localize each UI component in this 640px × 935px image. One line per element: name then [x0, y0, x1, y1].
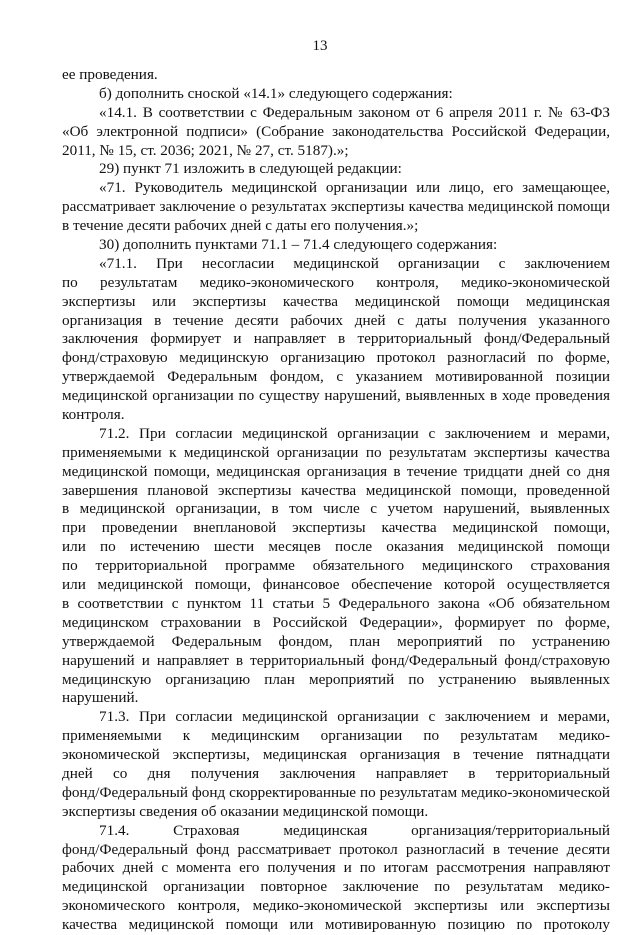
text-line: нарушений и направляет в территориальный фонд/Федеральный фонд/страховую [62, 651, 610, 669]
document-body [62, 66, 610, 935]
text-line: «71.1. При несогласии медицинской организации с заключением [99, 254, 610, 272]
text-line: экспертизы или экспертизы качества медицинской помощи медицинская [62, 292, 610, 310]
text-line: медицинскую организацию план мероприятий по устранению выявленных [62, 670, 610, 688]
text-line: качества медицинской помощи или мотивированную позицию по протоколу [62, 916, 610, 934]
text-line: рассматривает заключение о результатах экспертизы качества медицинской помощи [62, 198, 610, 216]
text-line: рабочих дней с момента его получения и по итогам рассмотрения направляют [62, 859, 610, 877]
text-line: 71.3. При согласии медицинской организации с заключением и мерами, [99, 708, 610, 726]
text-line: дней со дня получения заключения направляет в территориальный [62, 764, 610, 782]
text-line: 71.2. При согласии медицинской организации с заключением и мерами, [99, 424, 610, 442]
text-line: по результатам медико-экономического контроля, медико-экономической [62, 273, 610, 291]
text-line: ее проведения. [62, 66, 158, 83]
text-line: по территориальной программе обязательного медицинского страхования [62, 557, 610, 575]
text-line: экономического контроля, медико-экономической экспертизы или экспертизы [62, 897, 610, 915]
text-line: экспертизы сведения об оказании медицинской помощи. [62, 802, 429, 820]
text-line: медицинской помощи, медицинская организация в течение тридцати дней со дня [62, 462, 610, 480]
text-line: медицинском страховании в Российской Федерации», формирует по форме, [62, 613, 610, 631]
text-line: в медицинской организации, в том числе с учетом нарушений, выявленных [62, 500, 610, 518]
text-line: утверждаемой Федеральным фондом, план мероприятий по устранению [62, 632, 610, 650]
text-line: применяемыми к медицинской организации по результатам экспертизы качества [62, 443, 610, 461]
text-line: в течение десяти рабочих дней с даты его получения.»; [62, 217, 419, 235]
text-line: медицинской организации повторное заключение по результатам медико- [62, 878, 610, 896]
text-line: утверждаемой Федеральным фондом, с указанием мотивированной позиции [62, 368, 610, 386]
text-line: в соответствии с пунктом 11 статьи 5 Федерального закона «Об обязательном [62, 594, 610, 612]
text-line: применяемыми к медицинским организации по результатам медико- [62, 727, 610, 745]
text-line: контроля. [62, 406, 125, 424]
text-line: 30) дополнить пунктами 71.1 – 71.4 следующего содержания: [99, 236, 498, 254]
text-line: б) дополнить сноской «14.1» следующего содержания: [99, 84, 453, 102]
text-line: или по истечению шести месяцев после оказания медицинской помощи [62, 538, 610, 556]
text-line: «Об электронной подписи» (Собрание законодательства Российской Федерации, [62, 122, 610, 140]
text-line: экономической экспертизы, медицинская организация в течение пятнадцати [62, 746, 610, 764]
text-line: 29) пункт 71 изложить в следующей редакции: [99, 160, 402, 178]
text-line: или медицинской помощи, финансовое обеспечение которой осуществляется [62, 576, 610, 594]
text-line: фонд/Федеральный фонд рассматривает протокол разногласий в течение десяти [62, 840, 610, 858]
text-line: нарушений. [62, 689, 139, 707]
text-line: 2011, № 15, ст. 2036; 2021, № 27, ст. 5187).»; [62, 141, 349, 159]
text-line: завершения плановой экспертизы качества медицинской помощи, проведенной [62, 481, 610, 499]
text-line: организация в течение десяти рабочих дней с даты получения указанного [62, 311, 610, 329]
text-line: заключения формирует и направляет в территориальный фонд/Федеральный [62, 330, 610, 348]
text-line: 71.4. Страховая медицинская организация/территориальный [99, 821, 610, 839]
page-number: 13 [312, 38, 328, 54]
text-line: «14.1. В соответствии с Федеральным законом от 6 апреля 2011 г. № 63-ФЗ [99, 103, 610, 121]
text-line: фонд/страховую медицинскую организацию протокол разногласий по форме, [62, 349, 610, 367]
text-line: фонд/Федеральный фонд скорректированные по результатам медико-экономической [62, 783, 610, 801]
text-line: при проведении внеплановой экспертизы качества медицинской помощи, [62, 519, 610, 537]
text-line: медицинской организации по существу нарушений, выявленных в ходе проведения [62, 387, 610, 405]
text-line: «71. Руководитель медицинской организации или лицо, его замещающее, [99, 179, 610, 197]
